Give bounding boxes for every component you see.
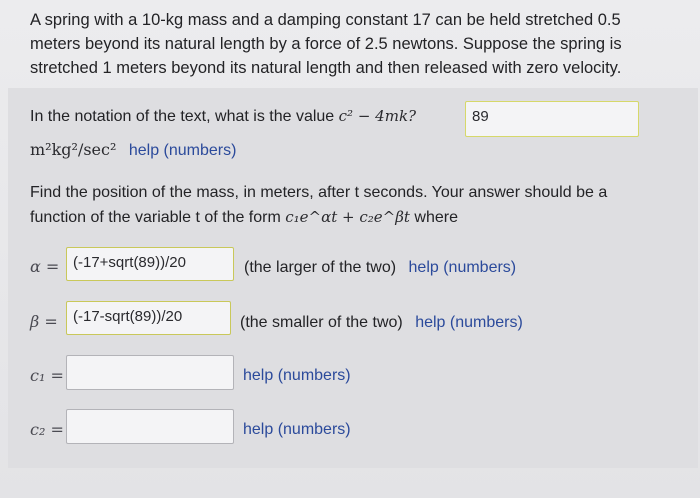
alpha-input[interactable] [66,247,234,281]
units-label: m²kg²/sec² [30,140,117,159]
help-numbers-link-beta[interactable]: help (numbers) [415,314,523,331]
where-text: where [414,209,458,226]
problem-line-1: A spring with a 10-kg mass and a damping constant 17 can be held stretched 0.5 [30,11,621,29]
c2-help-row [243,421,351,439]
alpha-value: (-17+sqrt(89))/20 [73,254,186,271]
solution-form: c₁e^αt + c₂e^βt [285,208,410,226]
part2-prompt-line-2 [30,208,458,227]
beta-value: (-17-sqrt(89))/20 [73,308,183,325]
help-numbers-link-c1[interactable]: help (numbers) [243,367,351,384]
c2-input[interactable] [66,409,234,444]
help-numbers-link-alpha[interactable]: help (numbers) [408,259,517,276]
part2-prompt-line-1: Find the position of the mass, in meters, after t seconds. Your answer should be a [30,184,608,201]
part1-prompt-text: In the notation of the text, what is the value [30,108,335,125]
alpha-label: α = [30,257,60,276]
beta-note: (the smaller of the two) [240,314,403,331]
c2-label: c₂ = [30,420,64,439]
c1-input[interactable] [66,355,234,390]
problem-line-3: stretched 1 meters beyond its natural length and then released with zero velocity. [30,59,622,77]
c1-help-row [243,367,351,385]
discriminant-value: 89 [472,108,489,125]
part1-units-row [30,140,236,160]
part1-expression: c² − 4mk? [338,107,417,125]
part1-prompt [30,107,416,126]
beta-note-row [240,314,523,332]
part2-prompt-text: function of the variable t of the form [30,209,281,226]
beta-label: β = [30,312,58,331]
alpha-note-row [244,259,516,277]
problem-line-2: meters beyond its natural length by a force of 2.5 newtons. Suppose the spring is [30,35,622,53]
discriminant-input[interactable] [465,101,639,137]
problem-statement [30,8,680,80]
help-numbers-link-1[interactable]: help (numbers) [128,142,237,159]
beta-input[interactable] [66,301,231,335]
c1-label: c₁ = [30,366,64,385]
help-numbers-link-c2[interactable]: help (numbers) [243,421,351,438]
alpha-note: (the larger of the two) [244,259,397,276]
